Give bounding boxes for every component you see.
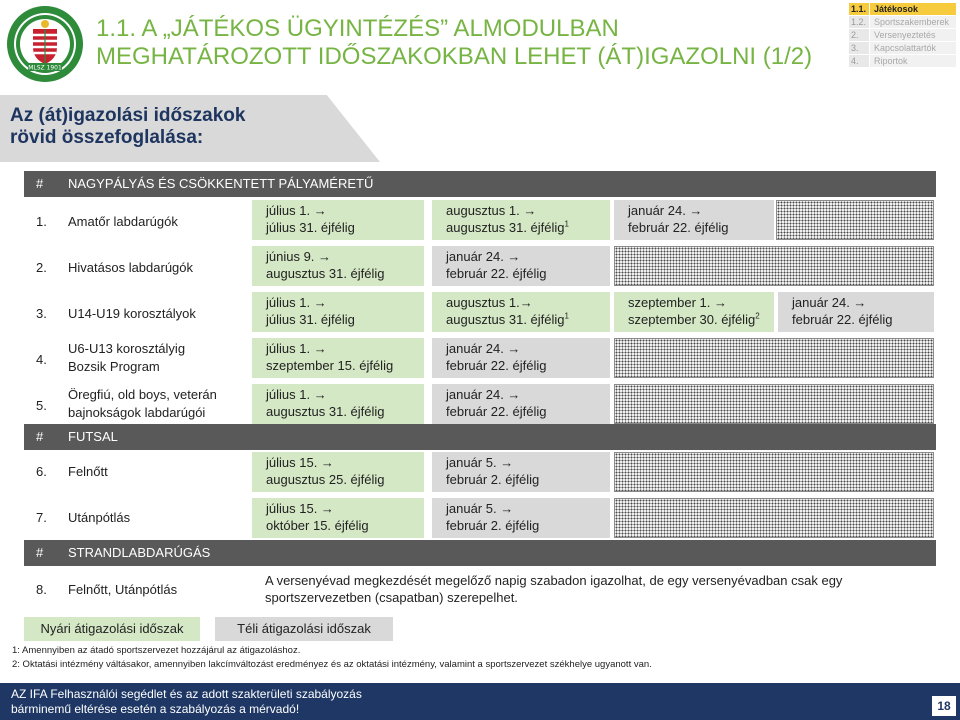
winter-period-cell bbox=[432, 498, 610, 538]
winter-period-cell bbox=[614, 200, 774, 240]
section-hash: # bbox=[36, 429, 44, 444]
section-header-strand bbox=[24, 540, 936, 566]
period-end: augusztus 31. éjfélig bbox=[266, 266, 385, 281]
row-name: Utánpótlás bbox=[68, 510, 131, 525]
table-row bbox=[24, 338, 936, 382]
period-start: január 5. → bbox=[446, 455, 514, 470]
period-end-text: augusztus 31. éjfélig bbox=[446, 312, 565, 327]
section-header-futsal bbox=[24, 424, 936, 450]
row-name-line: Bozsik Program bbox=[68, 359, 160, 374]
period-end bbox=[446, 219, 610, 236]
period-start: január 24. → bbox=[628, 203, 703, 218]
section-label: NAGYPÁLYÁS ÉS CSÖKKENTETT PÁLYAMÉRETŰ bbox=[68, 176, 374, 191]
note-line: A versenyévad megkezdését megelőző napig szabadon igazolhat, de egy versenyévadban csak egy bbox=[265, 573, 843, 588]
mlsz-logo-icon bbox=[6, 5, 84, 83]
section-label: STRANDLABDARÚGÁS bbox=[68, 545, 211, 560]
row-number: 4. bbox=[36, 352, 47, 367]
row-number: 5. bbox=[36, 398, 47, 413]
svg-text:MLSZ 1901: MLSZ 1901 bbox=[28, 64, 62, 72]
period-end: július 31. éjfélig bbox=[266, 312, 355, 327]
unavailable-cell bbox=[614, 498, 934, 538]
row-name: Amatőr labdarúgók bbox=[68, 214, 178, 229]
unavailable-cell bbox=[614, 452, 934, 492]
winter-period-cell bbox=[432, 452, 610, 492]
nav-item-number: 1.1. bbox=[849, 3, 870, 15]
period-end: július 31. éjfélig bbox=[266, 220, 355, 235]
footnote-1: 1: Amennyiben az átadó sportszervezet hozzájárul az átigazoláshoz. bbox=[12, 645, 301, 656]
row-number: 6. bbox=[36, 464, 47, 479]
period-start: július 1. → bbox=[266, 295, 327, 310]
note-line: sportszervezetben (csapatban) szerepelhet. bbox=[265, 590, 518, 605]
period-end: február 22. éjfélig bbox=[446, 404, 547, 419]
footnote-ref: 2 bbox=[755, 311, 760, 321]
nav-item-number: 1.2. bbox=[849, 16, 870, 28]
winter-period-cell bbox=[432, 384, 610, 424]
summer-period-cell bbox=[252, 246, 424, 286]
period-start: január 24. → bbox=[446, 249, 521, 264]
period-end bbox=[628, 311, 774, 328]
summer-period-cell bbox=[252, 200, 424, 240]
period-end: augusztus 25. éjfélig bbox=[266, 472, 385, 487]
footer-line2: bárminemű eltérése esetén a szabályozás a mérvadó! bbox=[11, 702, 300, 716]
period-end-text: augusztus 31. éjfélig bbox=[446, 220, 565, 235]
summer-period-cell bbox=[252, 384, 424, 424]
period-start: július 1. → bbox=[266, 341, 327, 356]
period-end: február 22. éjfélig bbox=[628, 220, 729, 235]
nav-item-number: 3. bbox=[849, 42, 870, 54]
table-row bbox=[24, 200, 936, 244]
section-hash: # bbox=[36, 176, 44, 191]
legend-winter: Téli átigazolási időszak bbox=[215, 617, 393, 641]
summer-period-cell bbox=[252, 452, 424, 492]
row-number: 3. bbox=[36, 306, 47, 321]
summer-period-cell bbox=[252, 338, 424, 378]
unavailable-cell bbox=[776, 200, 934, 240]
footnote-ref: 1 bbox=[564, 219, 569, 229]
nav-item-kapcsolattartok[interactable] bbox=[849, 42, 956, 55]
row-name-line: Öregfiú, old boys, veterán bbox=[68, 387, 217, 402]
row-name-line: bajnokságok labdarúgói bbox=[68, 405, 206, 420]
period-end: február 2. éjfélig bbox=[446, 472, 540, 487]
period-start: január 24. → bbox=[792, 295, 867, 310]
summer-period-cell bbox=[252, 498, 424, 538]
winter-period-cell bbox=[778, 292, 934, 332]
period-end: szeptember 15. éjfélig bbox=[266, 358, 394, 373]
period-start: július 1. → bbox=[266, 203, 327, 218]
period-start: augusztus 1. → bbox=[446, 203, 537, 218]
table-row bbox=[24, 570, 936, 610]
period-start: június 9. → bbox=[266, 249, 332, 264]
period-start: augusztus 1.→ bbox=[446, 295, 533, 310]
legend-summer: Nyári átigazolási időszak bbox=[24, 617, 200, 641]
period-start: január 24. → bbox=[446, 341, 521, 356]
period-end: október 15. éjfélig bbox=[266, 518, 369, 533]
footer-disclaimer bbox=[11, 687, 362, 717]
period-start: július 1. → bbox=[266, 387, 327, 402]
period-end: február 22. éjfélig bbox=[446, 358, 547, 373]
summer-period-cell bbox=[432, 200, 610, 240]
summer-period-cell bbox=[614, 292, 774, 332]
nav-item-riportok[interactable] bbox=[849, 55, 956, 68]
row-name: Hivatásos labdarúgók bbox=[68, 260, 194, 275]
winter-period-cell bbox=[432, 246, 610, 286]
unavailable-cell bbox=[614, 384, 934, 424]
row-name: U14-U19 korosztályok bbox=[68, 306, 196, 321]
period-start: szeptember 1. → bbox=[628, 295, 727, 310]
period-start: július 15. → bbox=[266, 501, 334, 516]
table-row bbox=[24, 246, 936, 290]
table-row bbox=[24, 384, 936, 428]
period-start: január 5. → bbox=[446, 501, 514, 516]
footnote-2: 2: Oktatási intézmény váltásakor, amennyiben lakcímváltozást eredményez és az oktatási intézmény, valamint a sportszervezet székhelye ugyanott van. bbox=[12, 659, 652, 670]
period-end: február 22. éjfélig bbox=[792, 312, 893, 327]
row-number: 2. bbox=[36, 260, 47, 275]
period-end: február 22. éjfélig bbox=[446, 266, 547, 281]
nav-item-label: Játékosok bbox=[870, 3, 956, 15]
row-number: 1. bbox=[36, 214, 47, 229]
period-start: július 15. → bbox=[266, 455, 334, 470]
beach-soccer-note bbox=[265, 572, 842, 606]
period-end-text: szeptember 30. éjfélig bbox=[628, 312, 756, 327]
table-row bbox=[24, 292, 936, 336]
row-name: Felnőtt bbox=[68, 464, 108, 479]
row-name-line: U6-U13 korosztályig bbox=[68, 341, 186, 356]
unavailable-cell bbox=[614, 338, 934, 378]
page-number: 18 bbox=[932, 696, 956, 716]
period-end bbox=[446, 311, 610, 328]
row-number: 7. bbox=[36, 510, 47, 525]
nav-item-number: 4. bbox=[849, 55, 870, 67]
nav-item-label: Kapcsolattartók bbox=[870, 42, 956, 54]
unavailable-cell bbox=[614, 246, 934, 286]
nav-item-label: Riportok bbox=[870, 55, 956, 67]
row-name: Felnőtt, Utánpótlás bbox=[68, 582, 178, 597]
nav-item-versenyeztetes[interactable] bbox=[849, 29, 956, 42]
subtitle-line2: rövid összefoglalása: bbox=[10, 127, 204, 148]
footnote-ref: 1 bbox=[564, 311, 569, 321]
table-row bbox=[24, 498, 936, 542]
subtitle-line1: Az (át)igazolási időszakok bbox=[10, 105, 246, 126]
summer-period-cell bbox=[252, 292, 424, 332]
page-title bbox=[96, 15, 813, 71]
subtitle bbox=[10, 105, 245, 149]
section-header-nagypalyas bbox=[24, 171, 936, 197]
summer-period-cell bbox=[432, 292, 610, 332]
footer-line1: AZ IFA Felhasználói segédlet és az adott szakterületi szabályozás bbox=[11, 687, 362, 701]
page-title-line1: 1.1. A „JÁTÉKOS ÜGYINTÉZÉS” ALMODULBAN bbox=[96, 15, 619, 42]
nav-item-label: Versenyeztetés bbox=[870, 29, 956, 41]
section-label: FUTSAL bbox=[68, 429, 118, 444]
period-end: augusztus 31. éjfélig bbox=[266, 404, 385, 419]
period-start: január 24. → bbox=[446, 387, 521, 402]
nav-item-label: Sportszakemberek bbox=[870, 16, 956, 28]
row-name bbox=[68, 386, 217, 422]
row-name bbox=[68, 340, 185, 376]
footer-bar bbox=[0, 683, 960, 720]
nav-item-number: 2. bbox=[849, 29, 870, 41]
winter-period-cell bbox=[432, 338, 610, 378]
period-end: február 2. éjfélig bbox=[446, 518, 540, 533]
table-row bbox=[24, 452, 936, 496]
section-navigation bbox=[849, 3, 956, 68]
page-title-line2: MEGHATÁROZOTT IDŐSZAKOKBAN LEHET (ÁT)IGAZOLNI (1/2) bbox=[96, 43, 813, 70]
nav-item-jatekosok[interactable] bbox=[849, 3, 956, 16]
row-number: 8. bbox=[36, 582, 47, 597]
section-hash: # bbox=[36, 545, 44, 560]
nav-item-sportszakemberek[interactable] bbox=[849, 16, 956, 29]
